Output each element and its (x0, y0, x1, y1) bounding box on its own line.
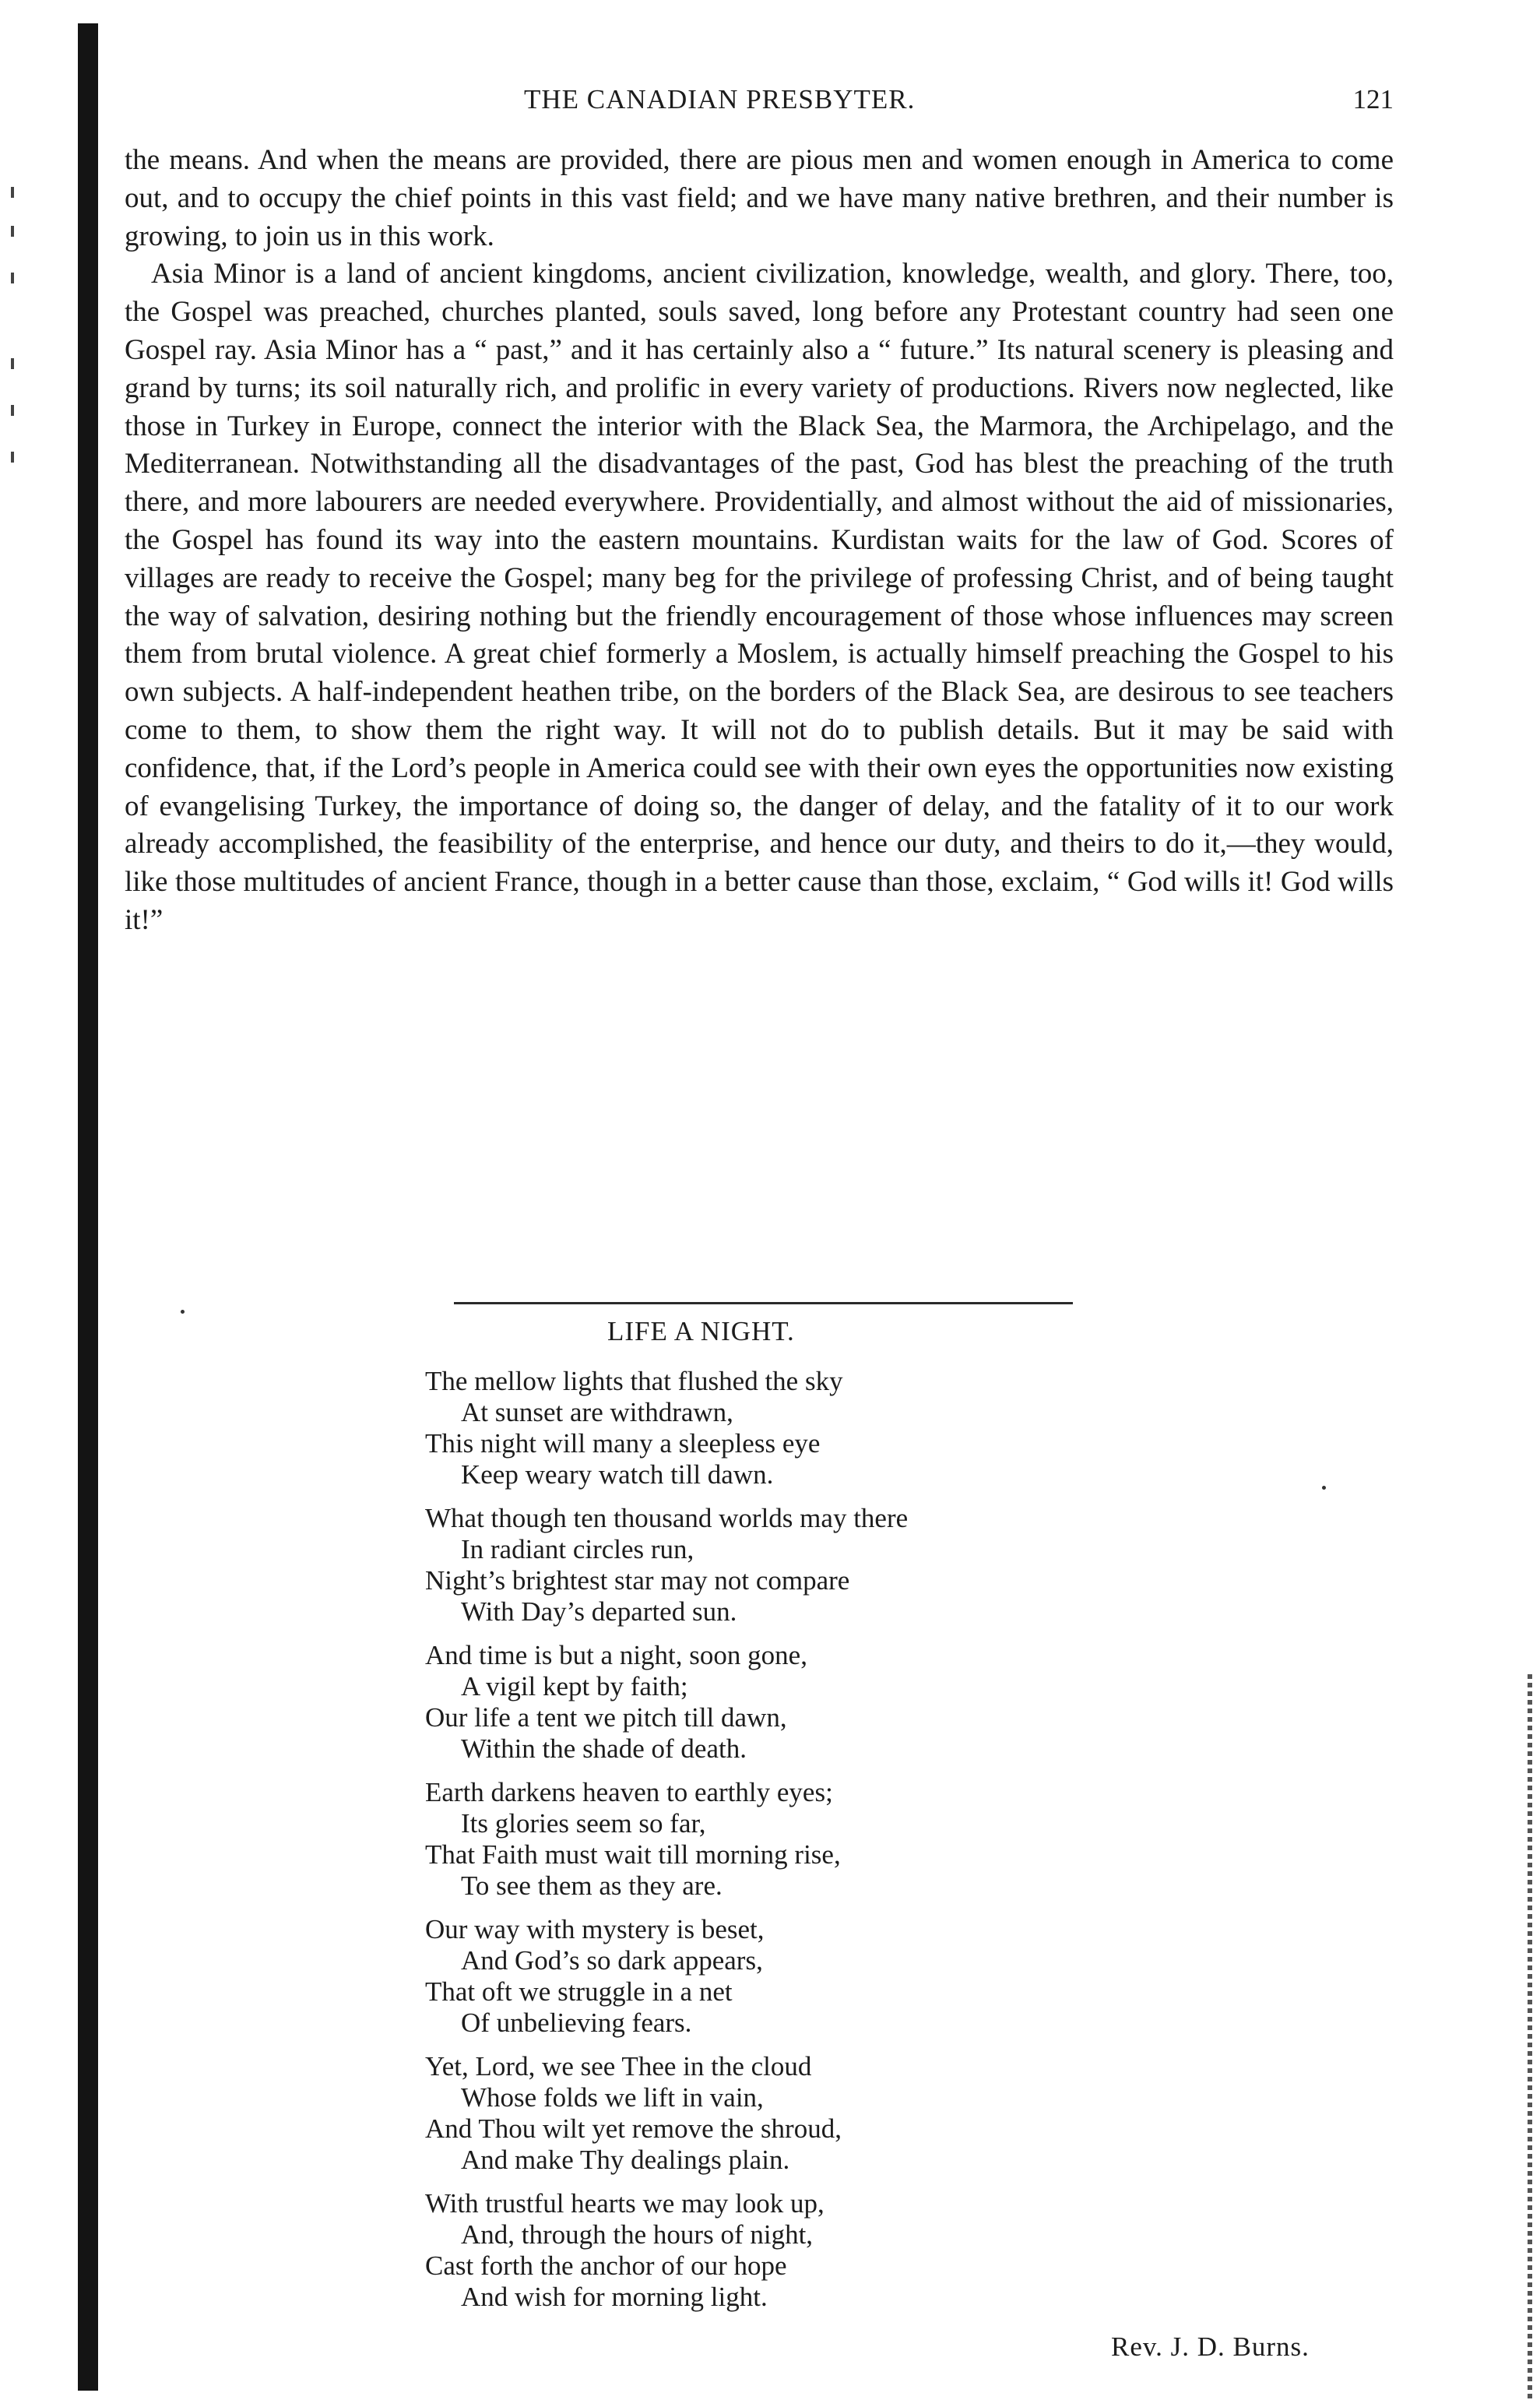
poem-line: And, through the hours of night, (461, 2219, 814, 2250)
poem-line: Our way with mystery is beset, (425, 1914, 765, 1944)
poem-line: Our life a tent we pitch till dawn, (425, 1702, 787, 1733)
page-header (125, 84, 1394, 131)
poem-line: That oft we struggle in a net (425, 1976, 733, 2007)
poem-line: And time is but a night, soon gone, (425, 1640, 807, 1670)
poem-line: With Day’s departed sun. (461, 1596, 737, 1627)
poem-line: Night’s brightest star may not compare (425, 1565, 850, 1596)
poem-line: And God’s so dark appears, (461, 1945, 763, 1976)
stanza (425, 2051, 1126, 2176)
poem (425, 1366, 1126, 2325)
poem-line: Yet, Lord, we see Thee in the cloud (425, 2051, 812, 2081)
poem-line: Earth darkens heaven to earthly eyes; (425, 1777, 833, 1807)
poem-line: A vigil kept by faith; (461, 1671, 688, 1701)
poem-line: And wish for morning light. (461, 2282, 768, 2312)
poem-author: Rev. J. D. Burns. (1111, 2331, 1310, 2362)
paragraph: the means. And when the means are provided, there are pious men and women enough in America to come out, and to occupy the chief points in this vast field; and we have many native brethren, and their number is growing, to join us in this work. (125, 144, 1394, 252)
poem-line: The mellow lights that flushed the sky (425, 1366, 843, 1396)
section-divider (454, 1302, 1073, 1304)
stanza (425, 1640, 1126, 1765)
edge-mark (11, 226, 14, 237)
poem-line: What though ten thousand worlds may there (425, 1503, 909, 1533)
edge-mark (11, 358, 14, 369)
poem-line: This night will many a sleepless eye (425, 1428, 821, 1459)
speck (181, 1310, 185, 1314)
poem-line: Cast forth the anchor of our hope (425, 2250, 787, 2281)
page-binding-shadow (78, 23, 98, 2391)
poem-line: With trustful hearts we may look up, (425, 2188, 824, 2219)
article-body (125, 142, 1394, 940)
poem-line: At sunset are withdrawn, (461, 1397, 733, 1427)
poem-line: Its glories seem so far, (461, 1808, 706, 1839)
stanza (425, 1777, 1126, 1902)
poem-line: To see them as they are. (461, 1870, 723, 1901)
edge-mark (11, 405, 14, 416)
poem-line: And make Thy dealings plain. (461, 2145, 790, 2175)
poem-line: And Thou wilt yet remove the shroud, (425, 2113, 842, 2144)
stanza (425, 2188, 1126, 2313)
poem-line: That Faith must wait till morning rise, (425, 1839, 841, 1870)
running-title: THE CANADIAN PRESBYTER. (524, 84, 916, 114)
edge-mark (11, 187, 14, 198)
poem-line: Whose folds we lift in vain, (461, 2082, 764, 2113)
poem-line: Within the shade of death. (461, 1733, 747, 1764)
stanza (425, 1366, 1126, 1490)
poem-line: Keep weary watch till dawn. (461, 1459, 774, 1490)
edge-mark (11, 273, 14, 283)
poem-line: In radiant circles run, (461, 1534, 694, 1564)
page-edge-shadow (1528, 1674, 1532, 2398)
stanza (425, 1503, 1126, 1628)
poem-line: Of unbelieving fears. (461, 2008, 692, 2038)
paragraph: Asia Minor is a land of ancient kingdoms, ancient civilization, knowledge, wealth, and glory. There, too, the Gospel was preached, churches planted, souls saved, long before any Protestant country had seen one Gospel ray. Asia Minor has a “ past,” and it has certainly also a “ future.” Its natural scenery is pleasing and grand by turns; its soil naturally rich, and prolific in every variety of productions. Rivers now neglected, like those in Turkey in Europe, connect the interior with the Black Sea, the Marmora, the Archipelago, and the Mediterranean. Notwithstanding all the disadvantages of the past, God has blest the preaching of the truth there, and more labourers are needed everywhere. Providentially, and almost without the aid of missionaries, the Gospel has found its way into the eastern mountains. Kurdistan waits for the law of God. Scores of villages are ready to receive the Gospel; many beg for the privilege of professing Christ, and of being taught the way of salvation, desiring nothing but the friendly encouragement of those whose influences may screen them from brutal violence. A great chief formerly a Moslem, is actually himself preaching the Gospel to his own subjects. A half-independent heathen tribe, on the borders of the Black Sea, are desirous to see teachers come to them, to show them the right way. It will not do to publish details. But it may be said with confidence, that, if the Lord’s people in America could see with their own eyes the opportunities now existing of evangelising Turkey, the importance of doing so, the danger of delay, and the fatality of it to our work already accomplished, the feasibility of the enterprise, and hence our duty, and theirs to do it,—they would, like those multitudes of ancient France, though in a better cause than those, exclaim, “ God wills it! God wills it!” (125, 258, 1394, 936)
stanza (425, 1914, 1126, 2039)
edge-mark (11, 452, 14, 463)
page-number: 121 (1352, 84, 1394, 114)
speck (1322, 1486, 1326, 1490)
poem-title: LIFE A NIGHT. (607, 1316, 795, 1346)
